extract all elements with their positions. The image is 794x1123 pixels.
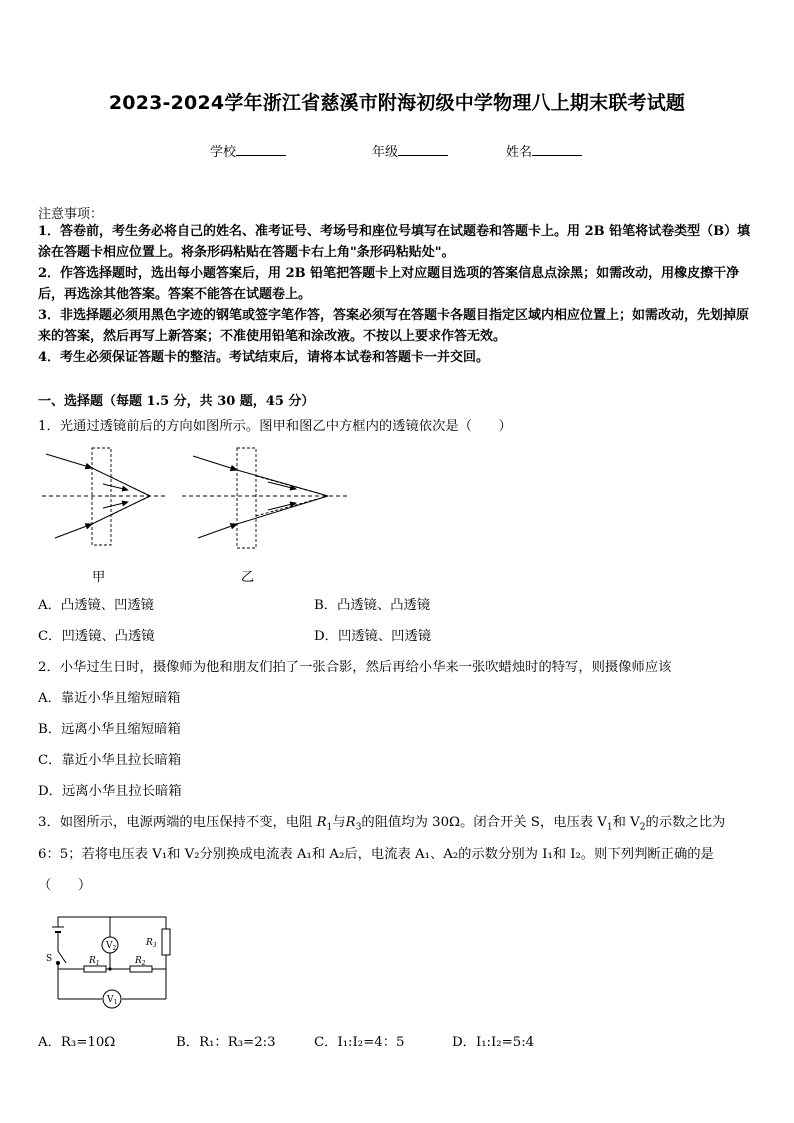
q3-option-b: B．R₁：R₃=2:3: [176, 1035, 276, 1050]
q1-option-b: B．凸透镜、凸透镜: [314, 598, 431, 613]
label-r3: $R_3$: [146, 938, 157, 949]
q3-option-d: D．I₁:I₂=5:4: [452, 1035, 535, 1050]
q3-stem-line1: [38, 811, 725, 833]
q3-v1-sub: 1: [606, 822, 613, 833]
q2-stem: 2．小华过生日时，摄像师为他和朋友们拍了一张合影，然后再给小华来一张吹蜡烛时的特写，则摄像师应该: [38, 660, 672, 675]
grade-label: 年级: [372, 145, 399, 160]
q1-stem: 1．光通过透镜前后的方向如图所示。图甲和图乙中方框内的透镜依次是（ ）: [38, 419, 512, 434]
page-title: 2023-2024学年浙江省慈溪市附海初级中学物理八上期末联考试题: [108, 92, 686, 114]
school-field: [210, 141, 286, 160]
name-blank: [532, 143, 582, 156]
school-blank: [236, 143, 286, 156]
grade-field: [372, 141, 448, 160]
q3-r3-sub: 3: [355, 822, 362, 833]
note-item-3: 3．非选择题必须用黑色字迹的钢笔或签字笔作答，答案必须写在答题卡各题目指定区域内相应位置上；如需改动，先划掉原来的答案，然后再写上新答案；不准使用铅笔和涂改液。不按以上要求作答无效。: [38, 308, 750, 344]
diagram-yi: [182, 448, 350, 548]
q3-v2-sub: 2: [639, 822, 646, 833]
q2-option-a: A．靠近小华且缩短暗箱: [38, 691, 181, 706]
q1-option-a: A．凸透镜、凹透镜: [38, 598, 154, 613]
q1-lens-figure: [38, 440, 358, 590]
q3-stem-line2: 6：5；若将电压表 V₁和 V₂分别换成电流表 A₁和 A₂后，电流表 A₁、A₂的示数分别为 I₁和 I₂。则下列判断正确的是: [38, 847, 714, 862]
note-item-1: 1．答卷前，考生务必将自己的姓名、准考证号、考场号和座位号填写在试题卷和答题卡上。用 2B 铅笔将试卷类型（B）填涂在答题卡相应位置上。将条形码粘贴在答题卡右上角"条形码粘贴处"。: [38, 224, 751, 260]
q3-text-c: 的阻值均为 30Ω。闭合开关 S，电压表 V: [361, 815, 607, 830]
name-label: 姓名: [506, 145, 533, 160]
q3-text-e: 的示数之比为: [645, 815, 726, 830]
label-r2: $R_2$: [135, 956, 146, 967]
notes-title: 注意事项：: [38, 207, 104, 222]
label-s: S: [46, 954, 53, 964]
label-yi: 乙: [241, 570, 255, 585]
grade-blank: [398, 143, 448, 156]
label-v1: $V_1$: [107, 995, 118, 1006]
q1-option-c: C．凹透镜、凸透镜: [38, 629, 155, 644]
q2-option-b: B．远离小华且缩短暗箱: [38, 722, 181, 737]
q3-circuit-diagram: [38, 915, 188, 1015]
q3-stem-line3: （ ）: [38, 878, 92, 893]
q1-option-d: D．凹透镜、凹透镜: [314, 629, 432, 644]
q3-r3: R: [345, 815, 356, 830]
q2-option-d: D．远离小华且拉长暗箱: [38, 784, 182, 799]
label-r1: $R_1$: [89, 956, 100, 967]
q3-text-a: 3．如图所示，电源两端的电压保持不变，电阻: [38, 815, 317, 830]
note-item-4: 4．考生必须保证答题卡的整洁。考试结束后，请将本试卷和答题卡一并交回。: [38, 350, 490, 365]
q3-text-b: 与: [332, 815, 346, 830]
name-field: [506, 141, 582, 160]
school-label: 学校: [210, 145, 237, 160]
diagram-jia: [42, 448, 168, 545]
label-jia: 甲: [92, 570, 106, 585]
q3-option-c: C．I₁:I₂=4：5: [314, 1035, 405, 1050]
q3-option-a: A．R₃=10Ω: [38, 1035, 116, 1050]
q3-r1: R: [316, 815, 327, 830]
q3-r1-sub: 1: [326, 822, 333, 833]
section-title: 一、选择题（每题 1.5 分，共 30 题，45 分）: [38, 394, 315, 409]
q2-option-c: C．靠近小华且拉长暗箱: [38, 753, 182, 768]
q3-text-d: 和 V: [612, 815, 640, 830]
note-item-2: 2．作答选择题时，选出每小题答案后，用 2B 铅笔把答题卡上对应题目选项的答案信息点涂黑；如需改动，用橡皮擦干净后，再选涂其他答案。答案不能答在试题卷上。: [38, 266, 740, 302]
label-v2: $V_2$: [106, 941, 117, 952]
